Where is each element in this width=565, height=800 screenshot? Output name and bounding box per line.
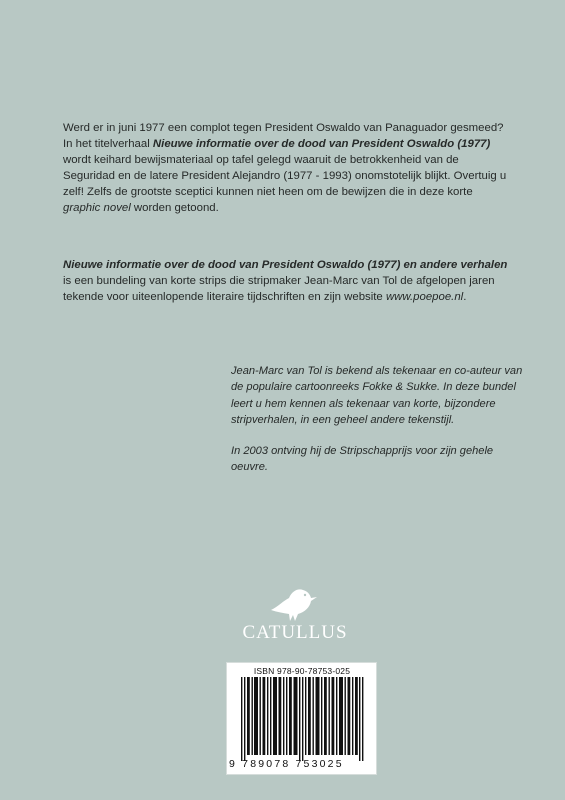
intro-part3: worden getoond. — [130, 202, 219, 215]
intro-graphic-novel: graphic novel — [63, 202, 131, 215]
publisher-name: CATULLUS — [242, 622, 348, 643]
bundle-title: Nieuwe informatie over de dood van President Oswaldo (1977) en andere verhalen — [63, 259, 508, 271]
bundle-paragraph — [63, 257, 533, 305]
bundle-end: . — [463, 291, 467, 304]
author-bio-paragraph-1: Jean-Marc van Tol is bekend als tekenaar en co-auteur van de populaire cartoonreeks Fokke & Sukke. In deze bundel leert u hem kennen als tekenaar van korte, bijzondere stripverhalen, in een geheel andere tekenstijl. — [231, 365, 523, 426]
bundle-body: is een bundeling van korte strips die stripmaker Jean-Marc van Tol de afgelopen jaren tekende voor uiteenlopende literaire tijdschriften en zijn website — [63, 275, 495, 304]
intro-text — [63, 120, 513, 217]
intro-paragraph — [63, 120, 513, 217]
author-bio-paragraph-2: In 2003 ontving hij de Stripschapprijs voor zijn gehele oeuvre. — [231, 445, 494, 474]
author-bio — [231, 363, 531, 491]
ean-digits: 9 789078 753025 — [229, 758, 344, 770]
bundle-text — [63, 257, 533, 305]
barcode-icon — [233, 677, 371, 761]
bird-icon — [265, 580, 325, 622]
barcode-box — [226, 662, 377, 775]
intro-part1: Werd er in juni 1977 een complot tegen President Oswaldo van Panaguador gesmeed? In het titelverhaal — [63, 122, 504, 151]
intro-story-title: Nieuwe informatie over de dood van President Oswaldo (1977) — [152, 138, 491, 151]
intro-part2: wordt keihard bewijsmateriaal op tafel gelegd waaruit de betrokkenheid van de Seguridad en de latere President Alejandro (1977 - 1993) onomstotelijk blijkt. Overtuig u zelf! Zelfs de grootste sceptici kunnen niet heen om de bewijzen die in deze korte — [63, 154, 507, 199]
bundle-website: www.poepoe.nl — [385, 291, 464, 304]
publisher-logo — [222, 580, 368, 650]
isbn-label: ISBN 978-90-78753-025 — [253, 666, 351, 676]
